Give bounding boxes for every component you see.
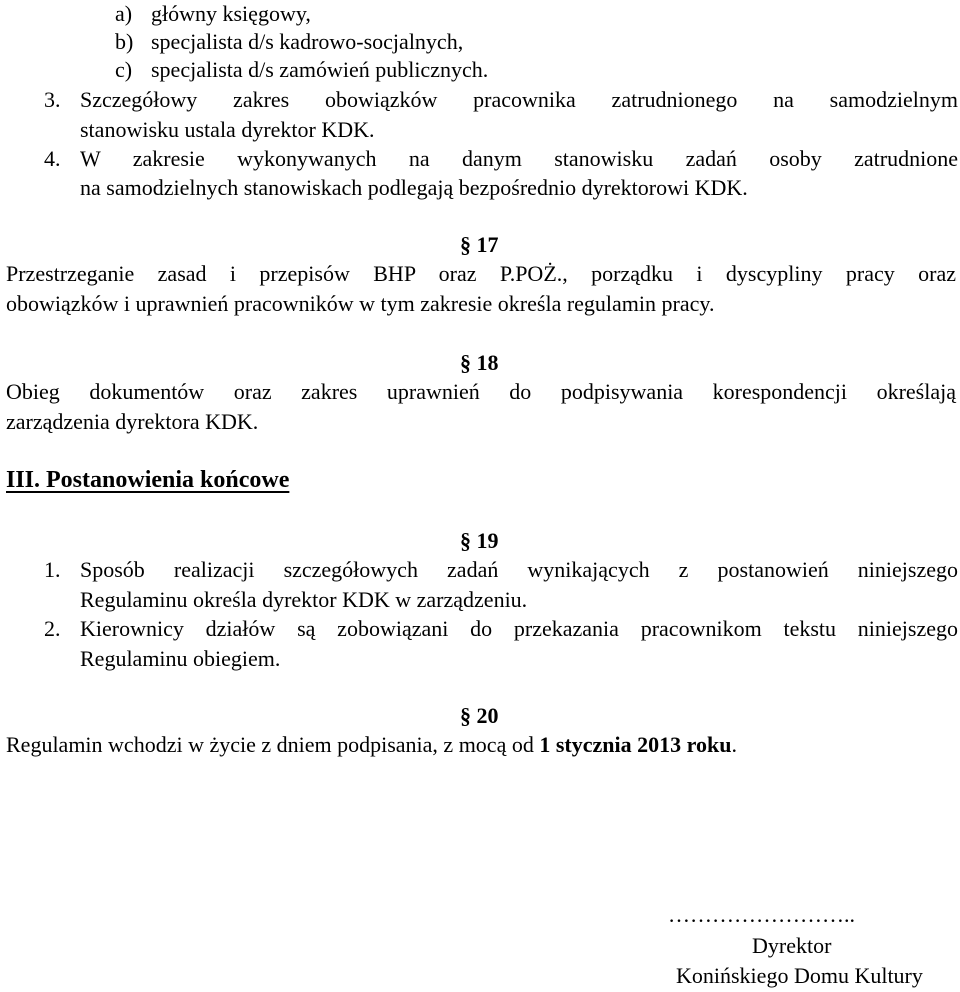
section-19-title: § 19 [460,528,499,553]
item-number: 4. [44,146,61,171]
list-item-a [115,0,311,29]
item-3-line-2: stanowisku ustala dyrektor KDK. [80,117,375,142]
section-18-line-2: zarządzenia dyrektora KDK. [6,409,259,434]
section-19-item-1-line-2: Regulaminu określa dyrektor KDK w zarządzeniu. [80,587,528,612]
section-19-item-2-line-1 [44,614,958,644]
item-text: W zakresie wykonywanych na danym stanowisku zadań osoby zatrudnione [80,146,958,171]
list-letter: c) [115,57,133,82]
section-20-text-before: Regulamin wchodzi w życie z dniem podpisania, z mocą od [6,732,540,757]
item-number: 1. [44,557,61,582]
section-17-line-2: obowiązków i uprawnień pracowników w tym zakresie określa regulamin pracy. [6,291,715,316]
list-text: specjalista d/s zamówień publicznych. [151,57,489,82]
list-item-b [115,27,463,57]
section-18-title: § 18 [460,350,499,375]
section-17-title: § 17 [460,232,499,257]
list-letter: b) [115,29,134,54]
section-20-text [6,730,737,760]
item-number: 2. [44,616,61,641]
section-17-line-1: Przestrzeganie zasad i przepisów BHP oraz P.POŻ., porządku i dyscypliny pracy oraz [6,261,956,286]
signature-role: Dyrektor [752,933,832,958]
list-text: główny księgowy, [151,1,311,26]
item-text: Szczegółowy zakres obowiązków pracownika zatrudnionego na samodzielnym [80,87,958,112]
list-item-c [115,55,488,85]
list-letter: a) [115,1,133,26]
signature-institution: Konińskiego Domu Kultury [676,963,923,988]
item-text: Sposób realizacji szczegółowych zadań wynikających z postanowień niniejszego [80,557,958,582]
list-text: specjalista d/s kadrowo-socjalnych, [151,29,464,54]
item-text: Kierownicy działów są zobowiązani do przekazania pracownikom tekstu niniejszego [80,616,958,641]
section-19-item-2-line-2: Regulaminu obiegiem. [80,646,281,671]
effective-date: 1 stycznia 2013 roku [539,732,732,757]
item-4-line-2: na samodzielnych stanowiskach podlegają bezpośrednio dyrektorowi KDK. [80,175,748,200]
signature-dots: …………………….. [668,902,855,927]
section-19-item-1-line-1 [44,555,958,585]
item-3-line-1 [44,85,958,115]
chapter-heading: III. Postanowienia końcowe [6,467,290,493]
item-4-line-1 [44,144,958,174]
item-number: 3. [44,87,61,112]
section-20-title: § 20 [460,703,499,728]
section-20-text-after: . [731,732,737,757]
section-18-line-1: Obieg dokumentów oraz zakres uprawnień do podpisywania korespondencji określają [6,379,956,404]
